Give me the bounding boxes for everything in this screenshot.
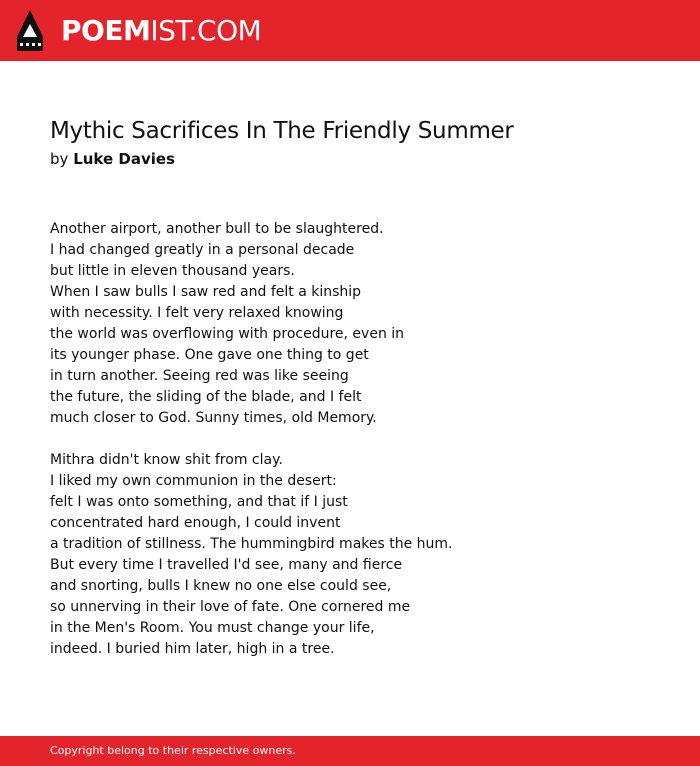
poem-line: indeed. I buried him later, high in a tree. bbox=[50, 641, 335, 657]
by-label: by bbox=[50, 150, 69, 168]
poem-author: Luke Davies bbox=[73, 150, 175, 168]
poem-body bbox=[50, 219, 670, 681]
poem-line: concentrated hard enough, I could invent bbox=[50, 515, 341, 531]
poem-line: the future, the sliding of the blade, and I felt bbox=[50, 389, 362, 405]
copyright-notice: Copyright belong to their respective owners. bbox=[50, 744, 296, 757]
poem-line: with necessity. I felt very relaxed knowing bbox=[50, 305, 344, 321]
poem-line: I had changed greatly in a personal decade bbox=[50, 242, 355, 258]
poem-line: felt I was onto something, and that if I just bbox=[50, 494, 348, 510]
poem-line: Mithra didn't know shit from clay. bbox=[50, 452, 283, 468]
poem-line: When I saw bulls I saw red and felt a kinship bbox=[50, 284, 362, 300]
poem-line: a tradition of stillness. The hummingbird makes the hum. bbox=[50, 536, 453, 552]
poem-line: its younger phase. One gave one thing to get bbox=[50, 347, 369, 363]
site-header bbox=[0, 0, 700, 61]
poem-line: so unnerving in their love of fate. One cornered me bbox=[50, 599, 411, 615]
pencil-tip-icon[interactable] bbox=[17, 10, 43, 51]
site-logo[interactable] bbox=[61, 14, 261, 48]
poem-title: Mythic Sacrifices In The Friendly Summer bbox=[50, 118, 514, 144]
poem-byline bbox=[50, 149, 175, 169]
poem-line: in turn another. Seeing red was like seeing bbox=[50, 368, 349, 384]
logo-bold-text: POEM bbox=[61, 14, 151, 47]
poem-line: and snorting, bulls I knew no one else could see, bbox=[50, 578, 392, 594]
poem-line: I liked my own communion in the desert: bbox=[50, 473, 337, 489]
logo-light-text: IST.COM bbox=[150, 14, 262, 47]
poem-stanza bbox=[50, 450, 670, 660]
poem-stanza bbox=[50, 219, 670, 429]
poem-line: much closer to God. Sunny times, old Memory. bbox=[50, 410, 377, 426]
poem-line: but little in eleven thousand years. bbox=[50, 263, 295, 279]
site-footer bbox=[0, 736, 700, 766]
poem-line: the world was overflowing with procedure, even in bbox=[50, 326, 405, 342]
poem-line: in the Men's Room. You must change your life, bbox=[50, 620, 375, 636]
poem-line: But every time I travelled I'd see, many and fierce bbox=[50, 557, 403, 573]
poem-line: Another airport, another bull to be slaughtered. bbox=[50, 221, 384, 237]
